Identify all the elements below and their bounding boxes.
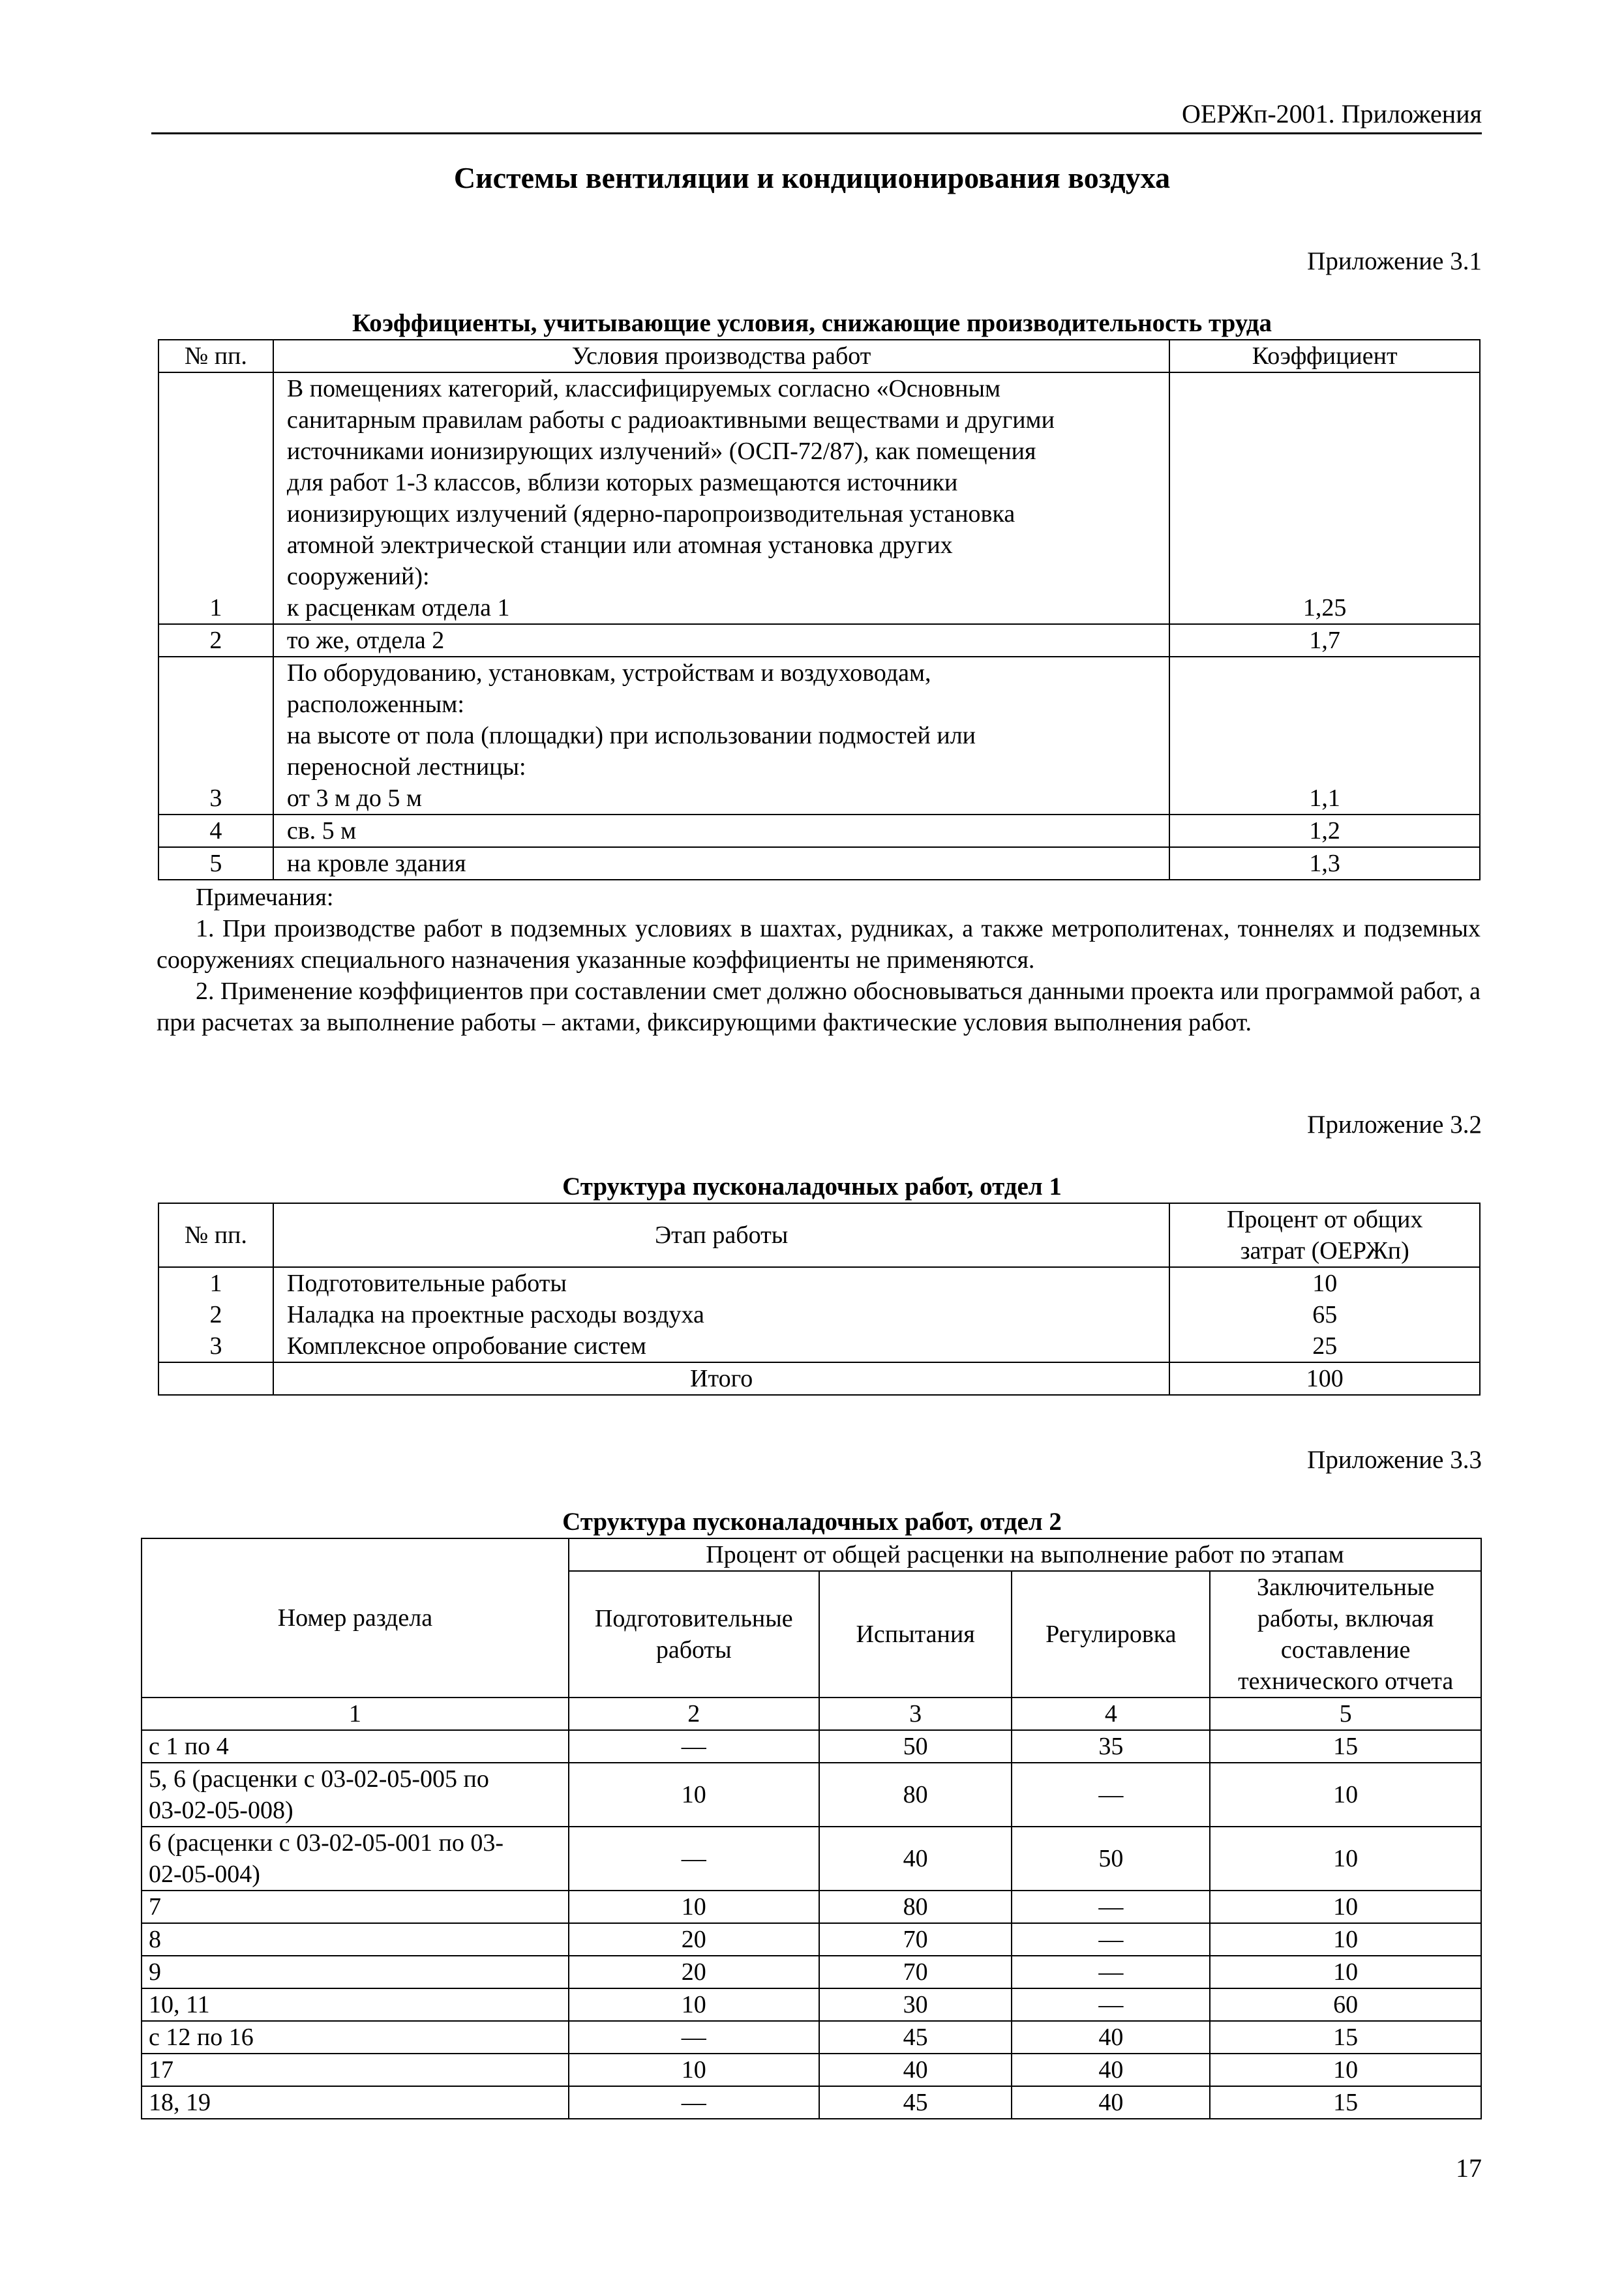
appendix-3-3-caption: Структура пусконаладочных работ, отдел 2 xyxy=(562,1508,1062,1536)
table-row xyxy=(158,1330,1480,1362)
appendix-3-1-label: Приложение 3.1 xyxy=(1307,247,1482,275)
row-test: 45 xyxy=(819,2086,1012,2119)
row-coef: 1,7 xyxy=(1169,624,1480,657)
section-line: 7 xyxy=(149,1893,161,1921)
table-row xyxy=(142,1763,1481,1827)
row-num: 1 xyxy=(158,372,273,624)
condition-line: для работ 1-3 классов, вблизи которых размещаются источники xyxy=(286,469,958,496)
table-row xyxy=(158,657,1480,815)
row-test: 70 xyxy=(819,1923,1012,1956)
row-prep: 10 xyxy=(569,1891,819,1923)
row-section xyxy=(142,1827,569,1891)
condition-line: переносной лестницы: xyxy=(286,753,526,781)
header-line: работы xyxy=(655,1636,732,1664)
section-line: 17 xyxy=(149,2056,173,2084)
row-prep: 20 xyxy=(569,1923,819,1956)
row-prep: 10 xyxy=(569,1763,819,1827)
condition-line: сооружений): xyxy=(286,563,430,590)
row-num: 3 xyxy=(158,1330,273,1362)
row-final: 15 xyxy=(1210,2086,1481,2119)
header-rule xyxy=(151,132,1482,134)
condition-line: атомной электрической станции или атомная установка других xyxy=(286,531,953,559)
row-num: 1 xyxy=(158,1267,273,1299)
total-row xyxy=(158,1362,1480,1395)
row-test: 45 xyxy=(819,2021,1012,2054)
row-section xyxy=(142,1956,569,1988)
note-item: 1. При производстве работ в подземных условиях в шахтах, рудниках, а также метрополитенах, тоннелях и подземных сооружениях специального назначения указанные коэффициенты не применяются. xyxy=(157,915,1481,974)
row-prep: — xyxy=(569,1730,819,1763)
condition-line: источниками ионизирующих излучений» (ОСП-72/87), как помещения xyxy=(286,438,1036,465)
condition-line: В помещениях категорий, классифицируемых согласно «Основным xyxy=(286,375,1001,402)
col-section-header: Номер раздела xyxy=(142,1538,569,1698)
col-num-header: № пп. xyxy=(158,1203,273,1267)
col-coef-header: Коэффициент xyxy=(1169,340,1480,372)
appendix-3-2-label: Приложение 3.2 xyxy=(1307,1111,1482,1139)
row-conditions xyxy=(273,657,1169,815)
col-number: 4 xyxy=(1012,1698,1210,1730)
row-coef: 1,1 xyxy=(1169,657,1480,815)
col-final-header xyxy=(1210,1571,1481,1698)
row-final: 10 xyxy=(1210,1923,1481,1956)
row-stage: Наладка на проектные расходы воздуха xyxy=(273,1299,1170,1330)
page-number: 17 xyxy=(1456,2153,1482,2183)
row-prep: — xyxy=(569,2021,819,2054)
row-coef: 1,25 xyxy=(1169,372,1480,624)
row-percent: 10 xyxy=(1169,1267,1480,1299)
col-reg-header: Регулировка xyxy=(1012,1571,1210,1698)
section-line: 5, 6 (расценки с 03-02-05-005 по xyxy=(149,1765,489,1793)
condition-line: от 3 м до 5 м xyxy=(286,785,422,812)
row-conditions xyxy=(273,847,1169,880)
row-test: 30 xyxy=(819,1988,1012,2021)
section-line: с 12 по 16 xyxy=(149,2024,254,2051)
row-percent: 25 xyxy=(1169,1330,1480,1362)
row-test: 40 xyxy=(819,2054,1012,2086)
section-line: 18, 19 xyxy=(149,2089,211,2116)
section-line: 03-02-05-008) xyxy=(149,1797,293,1824)
col-conditions-header: Условия производства работ xyxy=(273,340,1169,372)
header-line: Заключительные xyxy=(1257,1574,1435,1601)
row-reg: 35 xyxy=(1012,1730,1210,1763)
notes-block xyxy=(157,882,1481,1038)
appendix-3-2-caption: Структура пусконаладочных работ, отдел 1 xyxy=(562,1173,1062,1201)
row-prep: 10 xyxy=(569,1988,819,2021)
condition-line: санитарным правилам работы с радиоактивными веществами и другими xyxy=(286,406,1055,434)
table-row xyxy=(158,847,1480,880)
row-conditions xyxy=(273,372,1169,624)
row-section xyxy=(142,1923,569,1956)
table-row xyxy=(142,2086,1481,2119)
page-title: Системы вентиляции и кондиционирования воздуха xyxy=(453,161,1171,194)
row-prep: — xyxy=(569,2086,819,2119)
notes-title: Примечания: xyxy=(196,884,334,911)
condition-line: на высоте от пола (площадки) при использовании подмостей или xyxy=(286,722,976,749)
stages-table-1 xyxy=(158,1203,1481,1396)
row-section xyxy=(142,2054,569,2086)
header-line: составление xyxy=(1280,1636,1411,1664)
table-row xyxy=(142,1730,1481,1763)
stages-table-2 xyxy=(141,1538,1482,2119)
row-num: 4 xyxy=(158,815,273,847)
condition-line: По оборудованию, установкам, устройствам и воздуховодам, xyxy=(286,659,931,687)
row-final: 15 xyxy=(1210,2021,1481,2054)
col-num-header: № пп. xyxy=(158,340,273,372)
row-reg: 40 xyxy=(1012,2021,1210,2054)
condition-line: на кровле здания xyxy=(286,850,466,877)
table-row xyxy=(142,1923,1481,1956)
col-number: 3 xyxy=(819,1698,1012,1730)
row-section xyxy=(142,1763,569,1827)
condition-line: расположенным: xyxy=(286,691,464,718)
row-conditions xyxy=(273,624,1169,657)
col-prep-header xyxy=(569,1571,819,1698)
column-numbers-row xyxy=(142,1698,1481,1730)
row-reg: 40 xyxy=(1012,2054,1210,2086)
table-row xyxy=(142,1827,1481,1891)
table-header-row xyxy=(158,1203,1480,1267)
row-reg: 40 xyxy=(1012,2086,1210,2119)
row-final: 60 xyxy=(1210,1988,1481,2021)
row-test: 70 xyxy=(819,1956,1012,1988)
col-stage-header: Этап работы xyxy=(273,1203,1170,1267)
row-num: 2 xyxy=(158,1299,273,1330)
condition-line: к расценкам отдела 1 xyxy=(286,594,510,621)
total-value: 100 xyxy=(1169,1362,1480,1395)
coefficients-table xyxy=(158,339,1481,880)
total-label: Итого xyxy=(273,1362,1170,1395)
row-prep: 20 xyxy=(569,1956,819,1988)
section-line: с 1 по 4 xyxy=(149,1733,229,1760)
row-final: 10 xyxy=(1210,2054,1481,2086)
table-row xyxy=(158,815,1480,847)
row-final: 10 xyxy=(1210,1763,1481,1827)
header-line: Процент от общих xyxy=(1226,1206,1423,1233)
row-section xyxy=(142,1891,569,1923)
row-reg: — xyxy=(1012,1956,1210,1988)
table-body xyxy=(142,1730,1481,2119)
appendix-3-1-caption: Коэффициенты, учитывающие условия, снижающие производительность труда xyxy=(352,309,1272,337)
row-conditions xyxy=(273,815,1169,847)
row-final: 10 xyxy=(1210,1891,1481,1923)
col-number: 2 xyxy=(569,1698,819,1730)
table-row xyxy=(142,2054,1481,2086)
section-line: 6 (расценки с 03-02-05-001 по 03- xyxy=(149,1829,504,1857)
row-section xyxy=(142,2021,569,2054)
section-line: 02-05-004) xyxy=(149,1861,260,1888)
header-line: работы, включая xyxy=(1257,1605,1434,1632)
table-header-row xyxy=(158,340,1480,372)
row-coef: 1,3 xyxy=(1169,847,1480,880)
total-empty-cell xyxy=(158,1362,273,1395)
row-section xyxy=(142,1988,569,2021)
row-num: 5 xyxy=(158,847,273,880)
row-test: 80 xyxy=(819,1763,1012,1827)
running-title: ОЕРЖп-2001. Приложения xyxy=(1181,99,1482,128)
col-number: 5 xyxy=(1210,1698,1481,1730)
header-line: затрат (ОЕРЖп) xyxy=(1240,1237,1409,1264)
table-row xyxy=(158,1299,1480,1330)
table-row xyxy=(142,1891,1481,1923)
note-item: 2. Применение коэффициентов при составлении смет должно обосновываться данными проекта или программой работ, а при расчетах за выполнение работы – актами, фиксирующими фактические условия выполнения работ. xyxy=(157,978,1481,1036)
row-num: 2 xyxy=(158,624,273,657)
table-row xyxy=(158,372,1480,624)
row-reg: — xyxy=(1012,1763,1210,1827)
table-row xyxy=(142,1956,1481,1988)
row-stage: Комплексное опробование систем xyxy=(273,1330,1170,1362)
row-final: 10 xyxy=(1210,1956,1481,1988)
row-test: 50 xyxy=(819,1730,1012,1763)
section-line: 8 xyxy=(149,1926,161,1953)
row-section xyxy=(142,2086,569,2119)
row-reg: — xyxy=(1012,1891,1210,1923)
col-number: 1 xyxy=(142,1698,569,1730)
row-final: 15 xyxy=(1210,1730,1481,1763)
row-stage: Подготовительные работы xyxy=(273,1267,1170,1299)
section-line: 10, 11 xyxy=(149,1991,210,2018)
condition-line: св. 5 м xyxy=(286,817,357,845)
section-line: 9 xyxy=(149,1958,161,1986)
row-reg: 50 xyxy=(1012,1827,1210,1891)
table-header-row xyxy=(142,1538,1481,1571)
row-final: 10 xyxy=(1210,1827,1481,1891)
table-row xyxy=(158,1267,1480,1299)
row-reg: — xyxy=(1012,1988,1210,2021)
row-percent: 65 xyxy=(1169,1299,1480,1330)
row-num: 3 xyxy=(158,657,273,815)
header-line: технического отчета xyxy=(1238,1668,1454,1695)
condition-line: то же, отдела 2 xyxy=(286,627,445,654)
table-row xyxy=(142,1988,1481,2021)
row-reg: — xyxy=(1012,1923,1210,1956)
row-prep: — xyxy=(569,1827,819,1891)
row-test: 80 xyxy=(819,1891,1012,1923)
group-header: Процент от общей расценки на выполнение работ по этапам xyxy=(569,1538,1481,1571)
header-line: Подготовительные xyxy=(594,1605,793,1632)
row-coef: 1,2 xyxy=(1169,815,1480,847)
col-percent-header xyxy=(1169,1203,1480,1267)
row-test: 40 xyxy=(819,1827,1012,1891)
condition-line: ионизирующих излучений (ядерно-паропроизводительная установка xyxy=(286,500,1015,528)
row-prep: 10 xyxy=(569,2054,819,2086)
col-test-header: Испытания xyxy=(819,1571,1012,1698)
table-row xyxy=(142,2021,1481,2054)
row-section xyxy=(142,1730,569,1763)
table-row xyxy=(158,624,1480,657)
appendix-3-3-label: Приложение 3.3 xyxy=(1307,1446,1482,1474)
